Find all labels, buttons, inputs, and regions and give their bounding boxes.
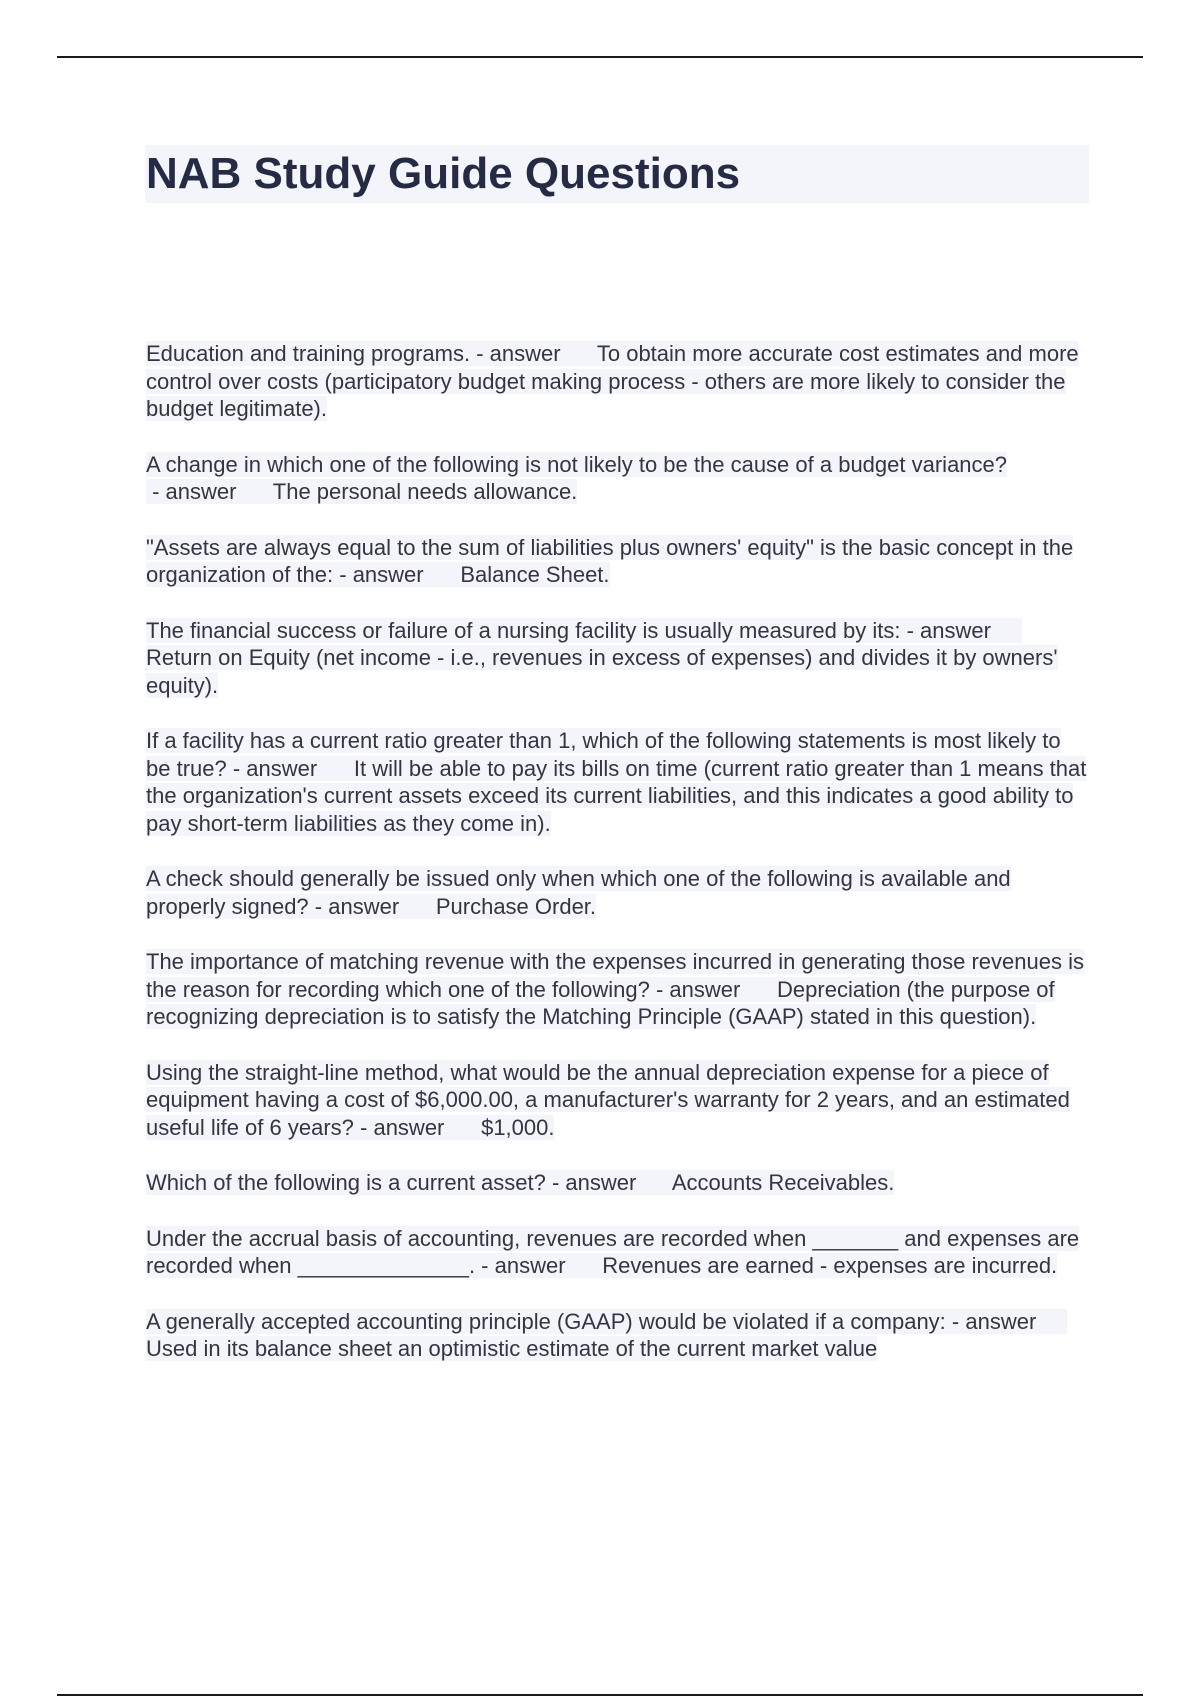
- qa-highlight: [146, 1170, 894, 1195]
- answer-text: To obtain more accurate cost estimates and more control over costs (participatory budget making process - others are more likely to consider the budget legitimate).: [146, 341, 1079, 421]
- question-text: Education and training programs.: [146, 341, 471, 366]
- answer-separator: - answer: [475, 1253, 566, 1278]
- qa-highlight: [146, 1060, 1070, 1140]
- footer-rule: [57, 1694, 1143, 1696]
- qa-item: [146, 451, 1090, 506]
- qa-item: [146, 948, 1090, 1031]
- answer-separator: - answer: [900, 617, 991, 643]
- answer-separator: - answer: [353, 1114, 445, 1140]
- answer-separator: - answer: [945, 1308, 1037, 1334]
- qa-item: [146, 1169, 1090, 1197]
- question-text: Under the accrual basis of accounting, revenues are recorded when _______ and expenses are recorded when ______________.: [146, 1225, 1080, 1278]
- question-text: If a facility has a current ratio greater than 1, which of the following statements is most likely to be true?: [146, 728, 1061, 781]
- answer-separator: - answer: [308, 893, 400, 919]
- answer-text: Accounts Receivables.: [671, 1170, 895, 1195]
- qa-highlight: [146, 452, 1007, 505]
- qa-item: [146, 340, 1090, 423]
- answer-text: Depreciation (the purpose of recognizing depreciation is to satisfy the Matching Principle (GAAP) stated in this question).: [146, 976, 1055, 1029]
- answer-text: Purchase Order.: [435, 893, 597, 919]
- answer-text: Used in its balance sheet an optimistic estimate of the current market value: [146, 1336, 878, 1361]
- qa-highlight: [146, 866, 1011, 919]
- answer-separator: - answer: [470, 341, 561, 366]
- header-rule: [57, 56, 1143, 58]
- qa-highlight: [146, 535, 1073, 588]
- qa-item: [146, 865, 1090, 920]
- answer-text: The personal needs allowance.: [272, 479, 578, 504]
- qa-highlight: [146, 618, 1058, 698]
- question-text: Using the straight-line method, what would be the annual depreciation expense for a piece of equipment having a cost of $6,000.00, a manufacturer's warranty for 2 years, and an estimated useful life of 6 years?: [146, 1059, 1070, 1140]
- question-text: A change in which one of the following is not likely to be the cause of a budget variance?: [146, 451, 1008, 477]
- qa-list: [146, 340, 1090, 1391]
- question-text: Which of the following is a current asset?: [146, 1170, 546, 1195]
- answer-text: It will be able to pay its bills on time (current ratio greater than 1 means that the organization's current assets exceed its current liabilities, and this indicates a good ability to pay short-term liabilities as they come in).: [146, 755, 1087, 836]
- qa-item: [146, 727, 1090, 837]
- qa-item: [146, 1308, 1090, 1363]
- qa-highlight: [146, 1226, 1079, 1279]
- qa-highlight: [146, 728, 1086, 836]
- answer-text: Return on Equity (net income - i.e., revenues in excess of expenses) and divides it by owners' equity).: [146, 645, 1058, 698]
- answer-text: $1,000.: [481, 1114, 555, 1140]
- qa-highlight: [146, 949, 1084, 1029]
- question-text: The financial success or failure of a nursing facility is usually measured by its:: [146, 617, 901, 643]
- answer-separator: - answer: [649, 976, 741, 1002]
- answer-separator: - answer: [146, 479, 237, 504]
- qa-item: [146, 1225, 1090, 1280]
- answer-separator: - answer: [226, 755, 318, 781]
- question-text: A check should generally be issued only when which one of the following is available and properly signed?: [146, 866, 1011, 919]
- answer-text: Revenues are earned - expenses are incurred.: [602, 1253, 1058, 1278]
- qa-item: [146, 534, 1090, 589]
- question-text: A generally accepted accounting principle (GAAP) would be violated if a company:: [146, 1308, 946, 1334]
- answer-separator: - answer: [545, 1170, 637, 1195]
- answer-separator: - answer: [333, 562, 424, 587]
- qa-highlight: [146, 1309, 1067, 1362]
- page-title: NAB Study Guide Questions: [146, 149, 741, 198]
- qa-item: [146, 1059, 1090, 1142]
- qa-item: [146, 617, 1090, 700]
- question-text: The importance of matching revenue with the expenses incurred in generating those revenues is the reason for recording which one of the following?: [146, 949, 1084, 1002]
- answer-text: Balance Sheet.: [460, 562, 610, 587]
- qa-highlight: [146, 341, 1079, 421]
- question-text: "Assets are always equal to the sum of liabilities plus owners' equity" is the basic concept in the organization of the:: [146, 534, 1074, 587]
